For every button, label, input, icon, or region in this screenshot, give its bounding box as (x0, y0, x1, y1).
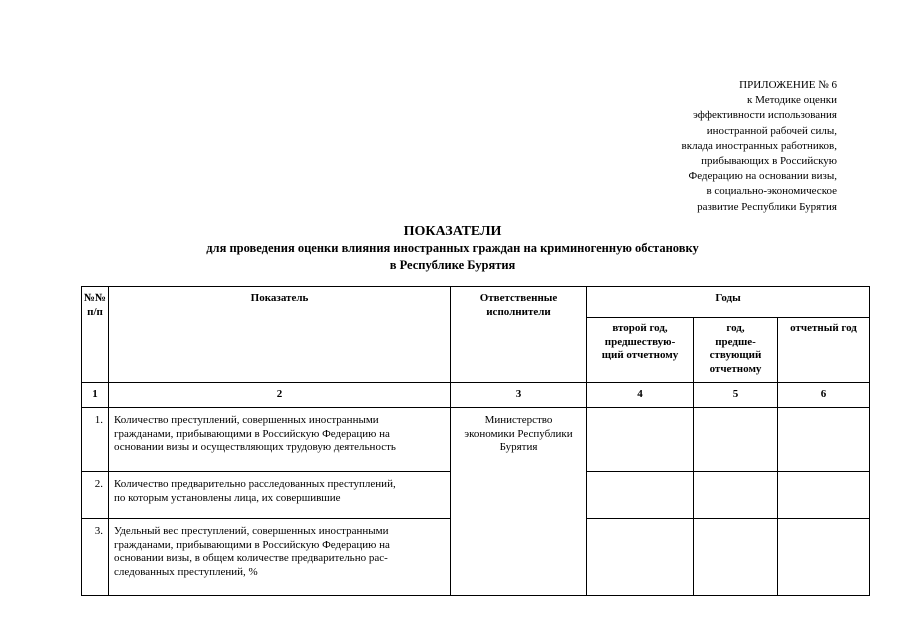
appendix-line: вклада иностранных работников, (681, 139, 837, 152)
value-cell (778, 408, 870, 472)
indicator-line: гражданами, прибывающими в Российскую Федерацию на (114, 427, 390, 440)
appendix-line: эффективности использования (693, 109, 837, 122)
column-number: 3 (451, 383, 587, 408)
document-title (0, 223, 905, 274)
header-row (82, 287, 870, 318)
header-responsible-line: Ответственные (479, 292, 558, 304)
indicator-line: гражданами, прибывающими в Российскую Федерацию на (114, 538, 390, 551)
appendix-line: Федерацию на основании визы, (688, 170, 837, 183)
appendix-line: к Методике оценки (746, 94, 837, 107)
appendix-line: прибывающих в Российскую (701, 155, 837, 168)
value-cell (778, 519, 870, 596)
value-cell (587, 519, 694, 596)
header-number-line: п/п (87, 305, 103, 318)
indicators-table (81, 286, 870, 596)
row-indicator (109, 519, 451, 596)
row-responsible (451, 408, 587, 596)
appendix-line: развитие Республики Бурятия (697, 200, 837, 213)
column-number: 5 (694, 383, 778, 408)
indicator-line: основании визы и осуществляющих трудовую деятельность (114, 441, 396, 453)
indicator-line: по которым установлены лица, их совершившие (114, 491, 341, 504)
header-year-line: предшествую- (604, 335, 676, 348)
responsible-line: экономики Республики (464, 427, 573, 440)
value-cell (587, 472, 694, 519)
row-indicator (109, 408, 451, 472)
header-year-second-prior (587, 318, 694, 383)
column-number: 4 (587, 383, 694, 408)
header-responsible-line: исполнители (486, 305, 551, 318)
header-year-line: второй год, (612, 322, 668, 334)
appendix-line: ПРИЛОЖЕНИЕ № 6 (739, 79, 837, 91)
indicator-line: Количество преступлений, совершенных иностранными (114, 414, 379, 426)
row-number: 2. (82, 472, 109, 519)
header-year-line: предше- (715, 335, 756, 348)
title-main: ПОКАЗАТЕЛИ (403, 224, 502, 239)
header-years: Годы (587, 287, 870, 318)
header-year-line: ствующий (709, 349, 762, 361)
column-number-row (82, 383, 870, 408)
row-number: 3. (82, 519, 109, 596)
appendix-line: в социально-экономическое (706, 185, 837, 198)
indicator-line: Удельный вес преступлений, совершенных иностранными (114, 525, 389, 537)
column-number: 1 (82, 383, 109, 408)
header-responsible (451, 287, 587, 383)
value-cell (694, 472, 778, 519)
row-number: 1. (82, 408, 109, 472)
indicator-line: следованных преступлений, % (114, 565, 258, 578)
title-subtitle-line: для проведения оценки влияния иностранных граждан на криминогенную обстановку (206, 241, 699, 255)
value-cell (587, 408, 694, 472)
responsible-line: Бурятия (499, 441, 538, 453)
title-subtitle-line: в Республике Бурятия (389, 258, 516, 272)
indicator-line: основании визы, в общем количестве предварительно рас- (114, 552, 388, 564)
row-indicator (109, 472, 451, 519)
value-cell (694, 408, 778, 472)
header-year-line: год, (726, 322, 745, 334)
header-number (82, 287, 109, 383)
header-number-line: №№ (83, 292, 107, 304)
header-year-line: отчетному (709, 362, 762, 375)
value-cell (778, 472, 870, 519)
appendix-block (682, 78, 837, 215)
header-report-year: отчетный год (778, 318, 870, 383)
column-number: 2 (109, 383, 451, 408)
table-row (82, 408, 870, 472)
appendix-line: иностранной рабочей силы, (706, 124, 837, 137)
header-year-prior (694, 318, 778, 383)
value-cell (694, 519, 778, 596)
header-year-line: щий отчетному (601, 349, 679, 361)
indicator-line: Количество предварительно расследованных преступлений, (114, 478, 396, 490)
responsible-line: Министерство (484, 414, 553, 426)
column-number: 6 (778, 383, 870, 408)
header-indicator: Показатель (109, 287, 451, 383)
